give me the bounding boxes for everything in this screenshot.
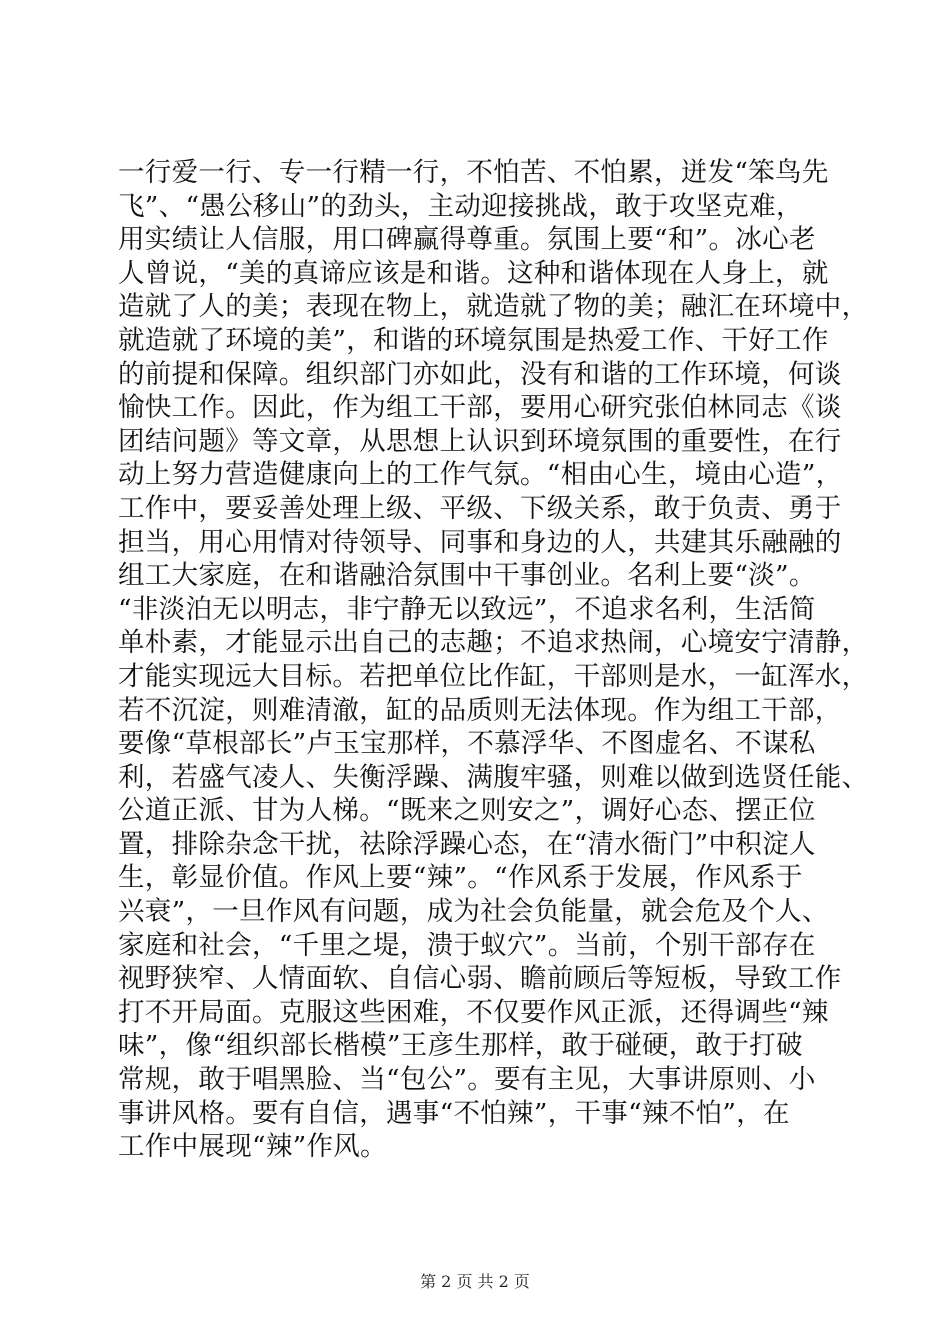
- body-paragraph: [118, 156, 869, 1164]
- text-line: 工作中展现“辣”作风。: [118, 1131, 387, 1163]
- text-line: 兴衰”，一旦作风有问题，成为社会负能量，就会危及个人、: [118, 896, 829, 928]
- text-line: 就造就了环境的美”，和谐的环境氛围是热爱工作、干好工作: [118, 324, 829, 356]
- text-line: 人曾说，“美的真谛应该是和谐。这种和谐体现在人身上，就: [118, 257, 829, 289]
- text-line: 团结问题》等文章，从思想上认识到环境氛围的重要性，在行: [118, 425, 842, 457]
- text-line: 造就了人的美；表现在物上，就造就了物的美；融汇在环境中，: [118, 291, 869, 323]
- text-line: 组工大家庭，在和谐融洽氛围中干事创业。名利上要“淡”。: [118, 560, 816, 592]
- text-line: 工作中，要妥善处理上级、平级、下级关系，敢于负责、勇于: [118, 492, 842, 524]
- text-line: 用实绩让人信服，用口碑赢得尊重。氛围上要“和”。冰心老: [118, 224, 816, 256]
- text-line: 飞”、“愚公移山”的劲头，主动迎接挑战，敢于攻坚克难，: [118, 190, 803, 222]
- text-line: 利，若盛气凌人、失衡浮躁、满腹牢骚，则难以做到选贤任能、: [118, 761, 869, 793]
- text-line: 担当，用心用情对待领导、同事和身边的人，共建其乐融融的: [118, 526, 842, 558]
- text-line: 打不开局面。克服这些困难，不仅要作风正派，还得调些“辣: [118, 996, 829, 1028]
- text-line: 常规，敢于唱黑脸、当“包公”。要有主见，大事讲原则、小: [118, 1064, 816, 1096]
- text-line: 生，彰显价值。作风上要“辣”。“作风系于发展，作风系于: [118, 862, 803, 894]
- page-footer: 第 2 页 共 2 页: [420, 1272, 530, 1291]
- text-line: 单朴素，才能显示出自己的志趣；不追求热闹，心境安宁清静，: [118, 627, 869, 659]
- text-line: 动上努力营造健康向上的工作气氛。“相由心生，境由心造”，: [118, 459, 843, 491]
- text-line: 视野狭窄、人情面软、自信心弱、瞻前顾后等短板，导致工作: [118, 963, 842, 995]
- text-line: 公道正派、甘为人梯。“既来之则安之”，调好心态、摆正位: [118, 795, 816, 827]
- text-line: 愉快工作。因此，作为组工干部，要用心研究张伯林同志《谈: [118, 392, 842, 424]
- text-line: “非淡泊无以明志，非宁静无以致远”，不追求名利，生活简: [118, 593, 816, 625]
- text-line: 味”，像“组织部长楷模”王彦生那样，敢于碰硬，敢于打破: [118, 1030, 803, 1062]
- text-line: 置，排除杂念干扰，祛除浮躁心态，在“清水衙门”中积淀人: [118, 828, 816, 860]
- text-line: 事讲风格。要有自信，遇事“不怕辣”，干事“辣不怕”，在: [118, 1097, 790, 1129]
- text-line: 要像“草根部长”卢玉宝那样，不慕浮华、不图虚名、不谋私: [118, 728, 816, 760]
- text-line: 才能实现远大目标。若把单位比作缸，干部则是水，一缸浑水，: [118, 660, 869, 692]
- text-line: 的前提和保障。组织部门亦如此，没有和谐的工作环境，何谈: [118, 358, 842, 390]
- text-line: 若不沉淀，则难清澈，缸的品质则无法体现。作为组工干部，: [118, 694, 842, 726]
- text-line: 家庭和社会，“千里之堤，溃于蚁穴”。当前，个别干部存在: [118, 929, 816, 961]
- text-line: 一行爱一行、专一行精一行，不怕苦、不怕累，迸发“笨鸟先: [118, 157, 829, 188]
